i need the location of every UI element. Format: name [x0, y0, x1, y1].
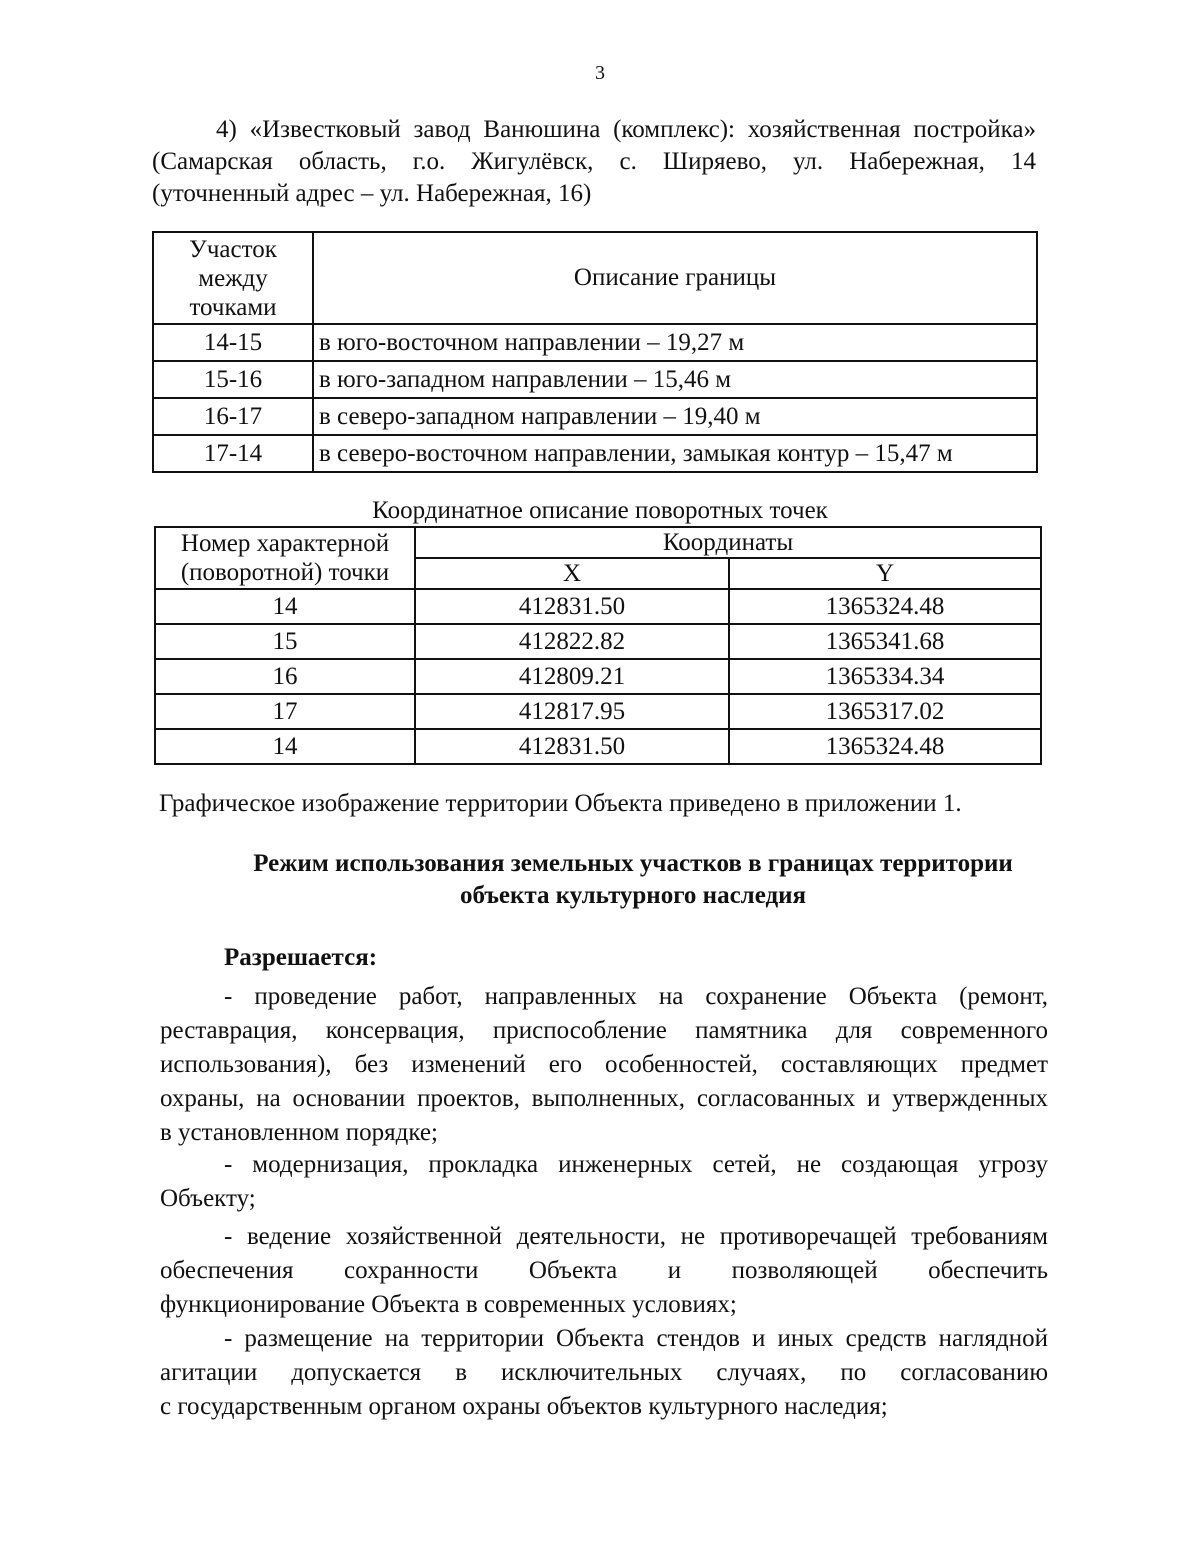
- point-cell: 15: [155, 624, 415, 659]
- table-row: [153, 324, 1037, 361]
- point-cell: 17: [155, 694, 415, 729]
- point-cell: 16: [155, 659, 415, 694]
- description-cell: в юго-восточном направлении – 19,27 м: [313, 324, 1037, 361]
- segment-cell: 17-14: [153, 435, 313, 472]
- coord-header-x: X: [415, 558, 729, 589]
- coord-header-coordinates: Координаты: [415, 527, 1041, 558]
- y-cell: 1365334.34: [729, 659, 1041, 694]
- table-row: [155, 659, 1041, 694]
- segment-cell: 14-15: [153, 324, 313, 361]
- y-cell: 1365317.02: [729, 694, 1041, 729]
- allowed-heading: Разрешается:: [224, 944, 378, 971]
- y-cell: 1365324.48: [729, 589, 1041, 624]
- allowed-paragraph: - модернизация, прокладка инженерных сетей, не создающая угрозу Объекту;: [160, 1151, 1048, 1212]
- page-number: 3: [595, 62, 605, 84]
- coord-table: [154, 526, 1042, 765]
- segment-cell: 16-17: [153, 398, 313, 435]
- intro-line: (уточненный адрес – ул. Набережная, 16): [152, 180, 592, 207]
- description-cell: в северо-восточном направлении, замыкая контур – 15,47 м: [313, 435, 1037, 472]
- table-row: [153, 361, 1037, 398]
- coord-table-caption: Координатное описание поворотных точек: [372, 497, 828, 524]
- boundary-header-segment: Участок между точками: [153, 232, 313, 324]
- table-row: [155, 694, 1041, 729]
- x-cell: 412831.50: [415, 589, 729, 624]
- table-row: [153, 435, 1037, 472]
- x-cell: 412831.50: [415, 729, 729, 764]
- table-row: [155, 624, 1041, 659]
- x-cell: 412822.82: [415, 624, 729, 659]
- boundary-header-description: Описание границы: [313, 232, 1037, 324]
- intro-line: (Самарская область, г.о. Жигулёвск, с. Ширяево, ул. Набережная, 14: [152, 148, 1036, 175]
- description-cell: в северо-западном направлении – 19,40 м: [313, 398, 1037, 435]
- allowed-paragraph: - проведение работ, направленных на сохранение Объекта (ремонт, реставрация, консервация, приспособление памятника для современного использования), без изменений его особенностей, составляющих предмет охраны, на основании проектов, выполненных, согласованных и утвержденных в установленном порядке;: [160, 983, 1048, 1146]
- segment-cell: 15-16: [153, 361, 313, 398]
- table-row: [155, 729, 1041, 764]
- x-cell: 412809.21: [415, 659, 729, 694]
- allowed-paragraph: - размещение на территории Объекта стендов и иных средств наглядной агитации допускается в исключительных случаях, по согласованию с государственным органом охраны объектов культурного наследия;: [160, 1325, 1048, 1420]
- point-cell: 14: [155, 729, 415, 764]
- boundary-table: [152, 231, 1038, 473]
- y-cell: 1365341.68: [729, 624, 1041, 659]
- x-cell: 412817.95: [415, 694, 729, 729]
- table-row: [153, 398, 1037, 435]
- coord-header-point: Номер характерной (поворотной) точки: [155, 527, 415, 589]
- table-row: [155, 589, 1041, 624]
- intro-line: 4) «Известковый завод Ванюшина (комплекс): хозяйственная постройка»: [216, 116, 1036, 143]
- y-cell: 1365324.48: [729, 729, 1041, 764]
- allowed-paragraph: - ведение хозяйственной деятельности, не противоречащей требованиям обеспечения сохранности Объекта и позволяющей обеспечить функционирование Объекта в современных условиях;: [160, 1223, 1048, 1318]
- description-cell: в юго-западном направлении – 15,46 м: [313, 361, 1037, 398]
- section-title: Режим использования земельных участков в границах территории объекта культурного наследия: [253, 850, 1013, 909]
- point-cell: 14: [155, 589, 415, 624]
- graphic-note: Графическое изображение территории Объекта приведено в приложении 1.: [159, 790, 962, 817]
- coord-header-y: Y: [729, 558, 1041, 589]
- object-intro: [152, 114, 1036, 210]
